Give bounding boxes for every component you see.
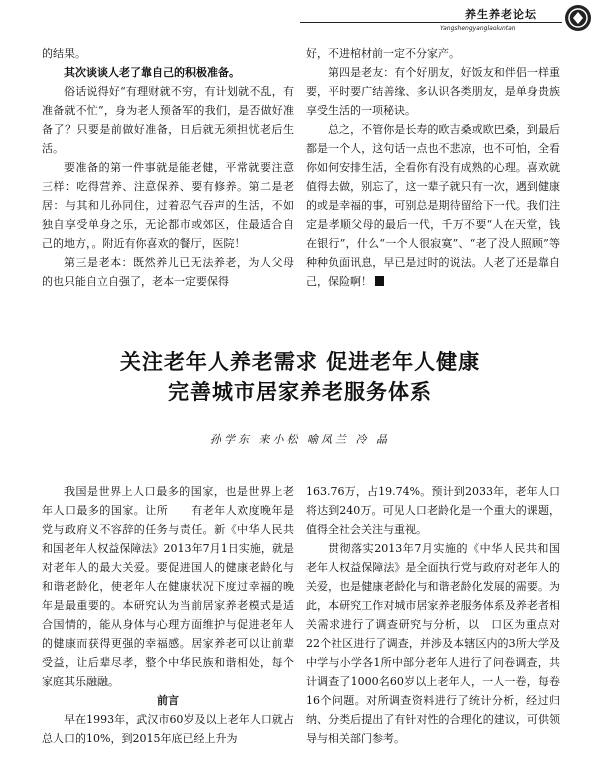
seal-emblem-icon xyxy=(562,3,594,33)
paragraph: 早在1993年，武汉市60岁及以上老年人口就占总人口的10%，到2015年底已经上升为 xyxy=(42,713,294,745)
paragraph: 163.76万，占19.74%。预计到2033年，老年人口将达到240万。可见人口老龄化是一个重大的课题，值得全社会关注与重视。 xyxy=(306,485,560,536)
section-heading: 前言 xyxy=(157,694,179,707)
article-authors: 孙学东 来小松 喻凤兰 冷 晶 xyxy=(210,433,390,446)
page-header xyxy=(0,0,600,34)
paragraph: 第三是老本：既然养儿已无法养老，为人父母的也只能自立自强了，老本一定要保得 xyxy=(42,256,294,288)
paragraph xyxy=(306,120,560,291)
subheading: 其次谈谈人老了靠自己的积极准备。 xyxy=(64,66,240,79)
paragraph: 好，不进棺材前一定不分家产。 xyxy=(306,47,460,60)
paragraph: 第四是老友：有个好朋友，好饭友和伴侣一样重要，平时要广结善缘、多认识各类朋友，是单身贵族享受生活的一项秘诀。 xyxy=(306,66,560,117)
article-right-column xyxy=(306,482,560,748)
paragraph: 我国是世界上人口最多的国家，也是世界上老年人口最多的国家。让所 有老年人欢度晚年是党与政府义不容辞的任务与责任。新《中华人民共和国老年人权益保障法》2013年7月1日实施，就是对老年人的最大关爱。要促进国人的健康老龄化与和谐老龄化，使老年人在健康状况下度过幸福的晚年是最重要的。本研究认为当前居家养老模式是适合国情的，能从身体与心理方面维护与促进老年人的健康而获得更强的幸福感。居家养老可以让前辈受益，让后辈尽孝，整个中华民族和谐相处，每个家庭其乐融融。 xyxy=(42,485,294,688)
section-title: 养生养老论坛 xyxy=(465,8,537,21)
article-title-line-2: 完善城市居家养老服务体系 xyxy=(168,380,432,404)
paragraph: 的结果。 xyxy=(42,47,86,60)
paragraph: 俗话说得好“有理财就不穷，有计划就不乱，有准备就不忙”，身为老人预备军的我们，是否做好准备了？只要是前做好准备，日后就无须担忧老后生活。 xyxy=(42,85,294,155)
previous-article-left-column xyxy=(42,44,294,291)
end-of-article-mark xyxy=(375,276,384,286)
paragraph: 贯彻落实2013年7月实施的《中华人民共和国老年人权益保障法》是全面执行党与政府对老年人的关爱，也是健康老龄化与和谐老龄化发展的需要。为此，本研究工作对城市居家养老服务体系及养老者相关需求进行了调查研究与分析，以 口区为重点对22个社区进行了调查，并涉及本辖区内的3所大学及中学与小学各1所中部分老年人进行了问卷调查，共计调查了1000名60岁以上老年人，一人一卷，每卷16个问题。对所调查资料进行了统计分析，经过归纳、分类后提出了有针对性的合理化的建议，可供领导与相关部门参考。 xyxy=(306,542,560,745)
header-rule xyxy=(300,22,562,23)
paragraph: 要准备的第一件事就是能老健，平常就要注意三样：吃得营养、注意保养、要有修养。第二是老居：与其和儿孙同住，过着忍气吞声的生活，不如独自享受单身之乐，无论都市或郊区，住最适合自己的地方，。附近有你喜欢的餐厅，医院！ xyxy=(42,161,294,250)
paragraph-text: 总之，不管你是长寿的欧吉桑或欧巴桑，到最后都是一个人，这句话一点也不悲凉，也不可怕，全看你如何安排生活，全看你有没有成熟的心理。喜欢就值得去做，别忘了，这一辈子就只有一次，遇到健康的或是幸福的事，可别总是期待留给下一代。我们注定是孝顺父母的最后一代，千万不要“人在天堂，钱在银行”，什么“一个人很寂寞”、“老了没人照顾”等种种负面讯息，早已是过时的说法。人老了还是靠自己，保险啊！ xyxy=(306,123,560,288)
article-title-line-1: 关注老年人养老需求 促进老年人健康 xyxy=(119,350,481,374)
article-left-column xyxy=(42,482,294,748)
section-pinyin: Yangshengyanglaoluntan xyxy=(440,25,516,32)
previous-article-right-column xyxy=(306,44,560,291)
